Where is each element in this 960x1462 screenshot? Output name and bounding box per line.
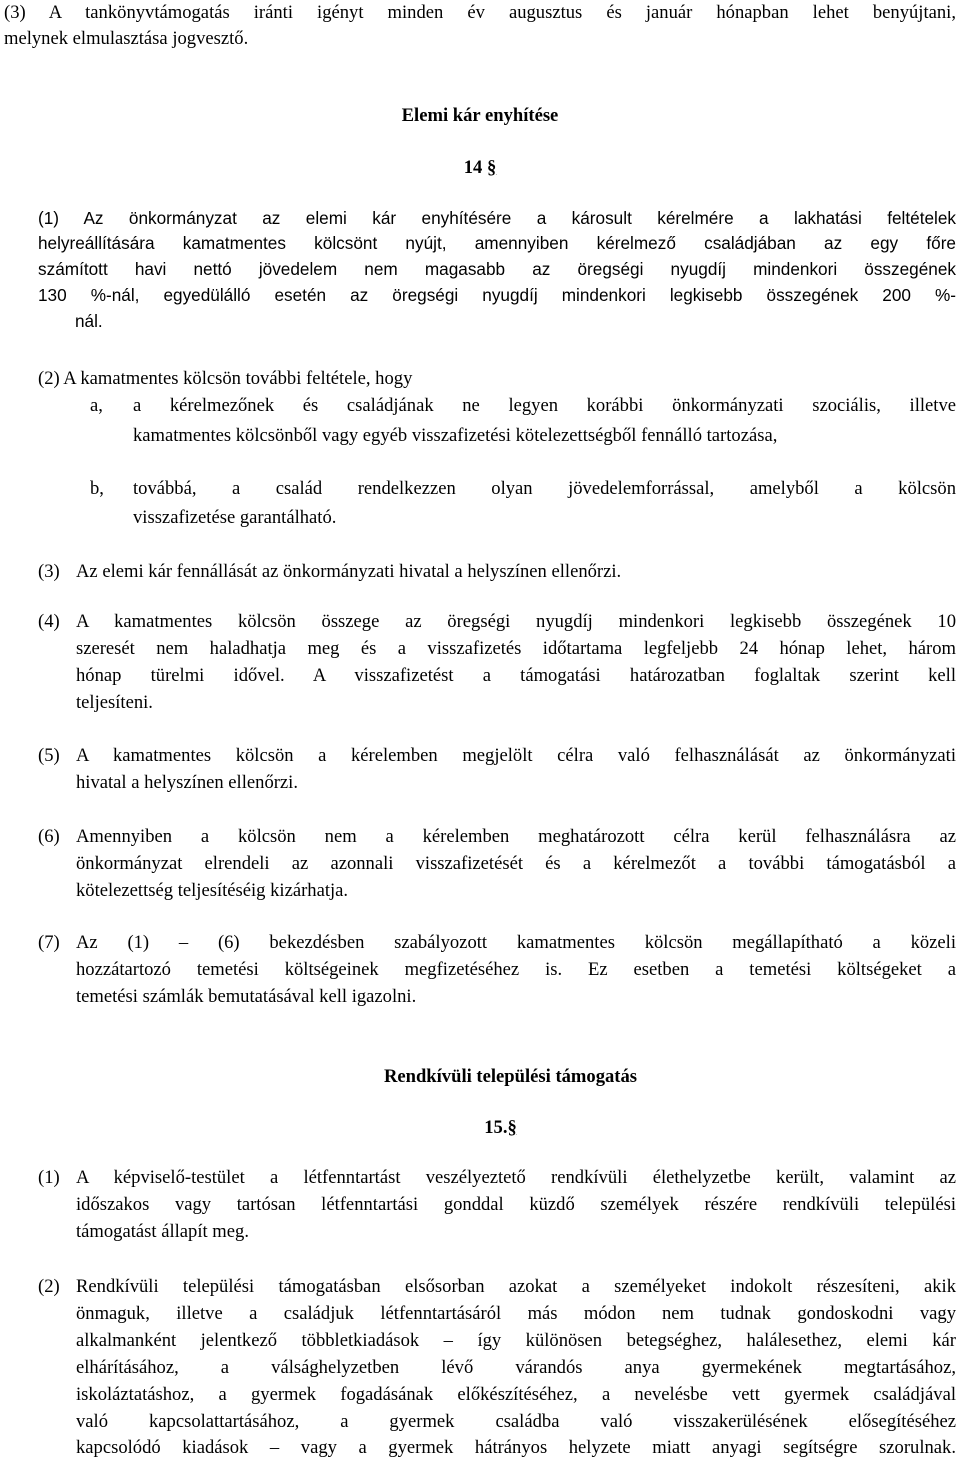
s15-p2-line-7: kapcsolódó kiadások – vagy a gyermek hátrányos helyzete miatt anyagi segítségre szorulnak.	[76, 1437, 956, 1458]
section-14-title: Elemi kár enyhítése	[401, 105, 559, 126]
s14-p2-b-line-1: továbbá, a család rendelkezzen olyan jövedelemforrással, amelyből a kölcsön	[133, 478, 956, 499]
s14-p4-number: (4)	[38, 611, 60, 632]
s14-p6-line-2: önkormányzat elrendeli az azonnali visszafizetését és a kérelmezőt a további támogatásból a	[76, 853, 956, 874]
section-14-number	[0, 157, 960, 179]
s14-p2-a-line-1: a kérelmezőnek és családjának ne legyen korábbi önkormányzati szociális, illetve	[133, 395, 956, 416]
s14-p2-intro: (2) A kamatmentes kölcsön további feltétele, hogy	[38, 368, 413, 389]
s15-p2-line-5: iskoláztatáshoz, a gyermek fogadásának előkészítéséhez, a nevelésbe vett gyermek családjával	[76, 1384, 956, 1405]
section-number: 14	[463, 157, 483, 178]
section-number: 15.	[484, 1117, 508, 1138]
s14-p1-line-5: nál.	[75, 311, 103, 331]
s15-p2-line-6: való kapcsolattartásához, a gyermek családba való visszakerülésének elősegítéséhez	[76, 1411, 956, 1432]
s14-p1-line-3: számított havi nettó jövedelem nem magasabb az öregségi nyugdíj mindenkori összegének	[38, 259, 956, 279]
s14-p1-line-2: helyreállítására kamatmentes kölcsönt nyújt, amennyiben kérelmező családjában az egy főre	[38, 233, 956, 253]
s14-p7-number: (7)	[38, 932, 60, 953]
s14-p7-line-2: hozzátartozó temetési költségeinek megfizetéséhez is. Ez esetben a temetési költségeket a	[76, 959, 956, 980]
s15-p2-line-2: önmaguk, illetve a családjuk létfenntartásáról más módon nem tudnak gondoskodni vagy	[76, 1303, 956, 1324]
s15-p2-line-1: Rendkívüli települési támogatásban elsősorban azokat a személyeket indokolt részesíteni, akik	[76, 1276, 956, 1297]
s14-p2-a-line-2: kamatmentes kölcsönből vagy egyéb visszafizetési kötelezettségből fennálló tartozása,	[133, 425, 778, 446]
s15-p1-number: (1)	[38, 1167, 60, 1188]
section-sign: §	[486, 157, 497, 178]
s14-p1-line-1: (1) Az önkormányzat az elemi kár enyhítésére a károsult kérelmére a lakhatási feltételek	[38, 208, 956, 228]
s15-p1-line-3: támogatást állapít meg.	[76, 1221, 249, 1242]
s14-p1-line-4: 130 %-nál, egyedülálló esetén az öregségi nyugdíj mindenkori legkisebb összegének 200 %-	[38, 285, 956, 305]
s14-p7-line-3: temetési számlák bemutatásával kell igazolni.	[76, 986, 417, 1007]
s15-p1-line-1: A képviselő-testület a létfenntartást veszélyeztető rendkívüli élethelyzetbe került, valamint az	[76, 1167, 956, 1188]
s15-p2-line-4: elhárításához, a válsághelyzetben lévő várandós anya gyermekének megtartásához,	[76, 1357, 956, 1378]
s14-p6-line-1: Amennyiben a kölcsön nem a kérelemben meghatározott célra kerül felhasználásra az	[76, 826, 956, 847]
s14-p6-line-3: kötelezettség teljesítéséig kizárhatja.	[76, 880, 349, 901]
s14-p7-line-1: Az (1) – (6) bekezdésben szabályozott kamatmentes kölcsön megállapítható a közeli	[76, 932, 956, 953]
section-sign: §	[507, 1117, 517, 1138]
s14-p2-a-marker: a,	[90, 395, 103, 416]
s15-p2-number: (2)	[38, 1276, 60, 1297]
s14-p2-b-line-2: visszafizetése garantálható.	[133, 507, 337, 528]
s14-p5-line-1: A kamatmentes kölcsön a kérelemben megjelölt célra való felhasználását az önkormányzati	[76, 745, 956, 766]
s15-p2-line-3: alkalmanként jelentkező többletkiadások – így különösen betegséghez, halálesethez, elemi kár	[76, 1330, 956, 1351]
paragraph-3-line-2: melynek elmulasztása jogvesztő.	[4, 28, 249, 49]
s14-p3-line-1: Az elemi kár fennállását az önkormányzati hivatal a helyszínen ellenőrzi.	[76, 561, 622, 582]
s14-p4-line-3: hónap türelmi idővel. A visszafizetést a támogatási határozatban foglaltak szerint kell	[76, 665, 956, 686]
paragraph-3-line-1: (3) A tankönyvtámogatás iránti igényt minden év augusztus és január hónapban lehet benyújtani,	[4, 2, 956, 23]
s14-p4-line-2: szeresét nem haladhatja meg és a visszafizetés időtartama legfeljebb 24 hónap lehet, három	[76, 638, 956, 659]
s14-p4-line-1: A kamatmentes kölcsön összege az öregségi nyugdíj mindenkori legkisebb összegének 10	[76, 611, 956, 632]
s14-p2-b-marker: b,	[90, 478, 104, 499]
s14-p5-number: (5)	[38, 745, 60, 766]
section-15-title: Rendkívüli települési támogatás	[383, 1066, 638, 1087]
section-15-number	[0, 1117, 960, 1139]
s15-p1-line-2: időszakos vagy tartósan létfenntartási gonddal küzdő személyek részére rendkívüli települési	[76, 1194, 956, 1215]
s14-p6-number: (6)	[38, 826, 60, 847]
s14-p4-line-4: teljesíteni.	[76, 692, 153, 713]
s14-p5-line-2: hivatal a helyszínen ellenőrzi.	[76, 772, 298, 793]
s14-p3-number: (3)	[38, 561, 60, 582]
